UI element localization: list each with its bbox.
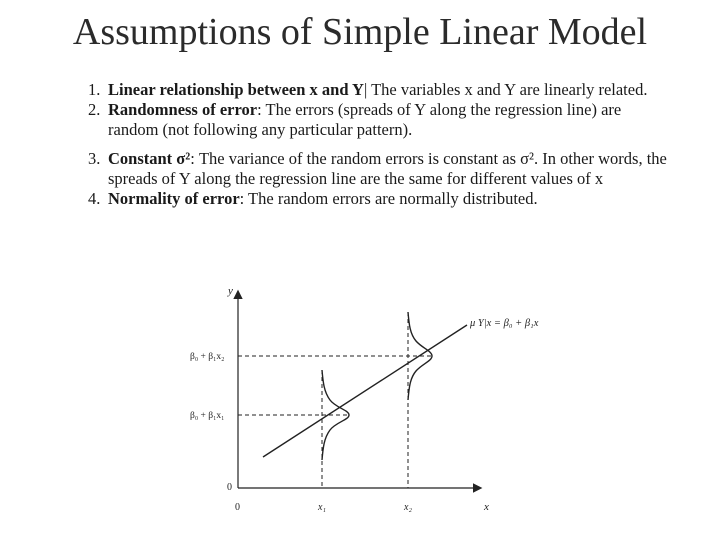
item-text: The random errors are normally distributed. — [244, 189, 538, 208]
item-term: Linear relationship between x and Y — [108, 80, 364, 99]
item-separator: : — [190, 149, 195, 168]
slide-title: Assumptions of Simple Linear Model — [72, 11, 648, 53]
item-text: The errors (spreads of Y along the regression line) are random (not following any particular pattern). — [108, 100, 622, 139]
regression-line-label: μ Y|x = β₀ + β₁x — [470, 318, 539, 329]
x-axis-label: x — [484, 501, 489, 513]
regression-line — [263, 325, 467, 457]
item-term: Constant σ² — [108, 149, 191, 168]
x1-label: x₁ — [318, 502, 326, 513]
item-number: 2. — [88, 100, 101, 119]
item-number: 1. — [88, 80, 101, 99]
item-text: The variance of the random errors is constant as σ². In other words, the spreads of Y along the regression line are the same for different values of x — [108, 149, 667, 188]
x2-label: x₂ — [404, 502, 412, 513]
item-separator: | — [363, 80, 368, 99]
item-term: Normality of error — [108, 189, 240, 208]
x-origin-label: 0 — [235, 502, 240, 513]
item-separator: : — [239, 189, 245, 208]
item-number: 3. — [88, 149, 101, 168]
y-origin-label: 0 — [227, 482, 232, 493]
lower-tick-label: β₀ + β₁x₁ — [190, 411, 225, 421]
item-separator: : — [257, 100, 262, 119]
upper-tick-label: β₀ + β₁x₂ — [190, 352, 225, 362]
item-text: The variables x and Y are linearly related. — [367, 80, 648, 99]
item-term: Randomness of error — [108, 100, 258, 119]
y-axis-label: y — [228, 285, 233, 297]
item-number: 4. — [88, 189, 101, 208]
